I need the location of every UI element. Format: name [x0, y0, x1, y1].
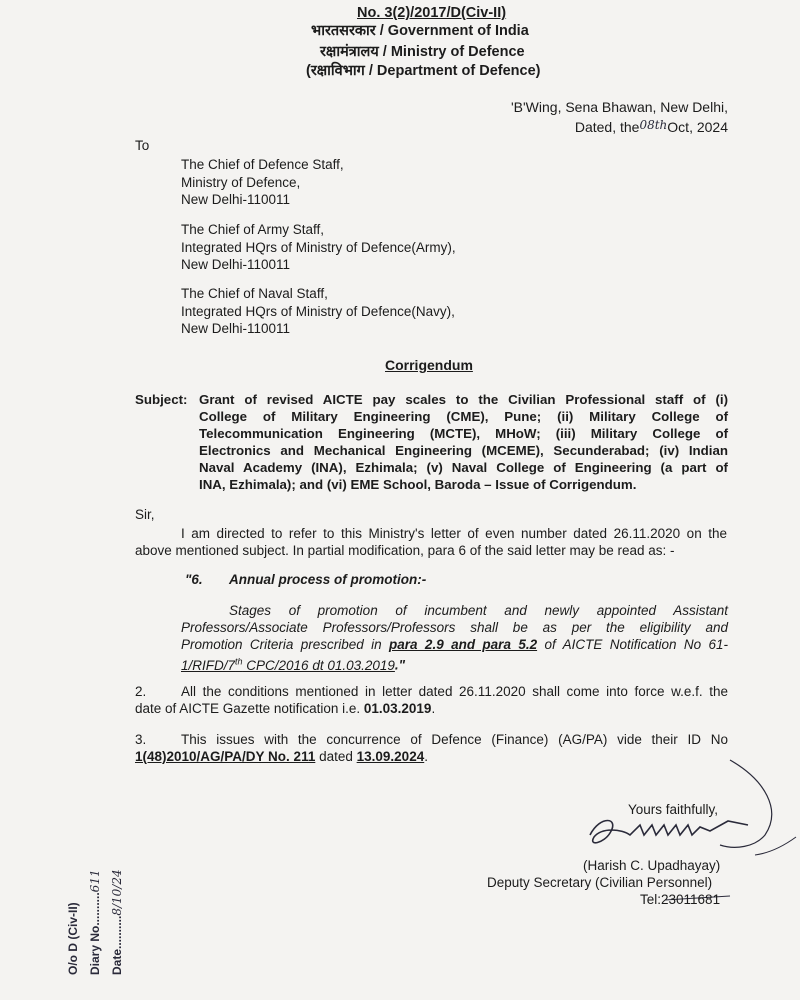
stamp-date-value: 8/10/24 — [110, 869, 124, 916]
file-number: No. 3(2)/2017/D(Civ-II) — [357, 5, 507, 21]
signatory-telephone: Tel:23011681 — [640, 892, 721, 907]
quote-line2: Professors/Associate Professors/Professors shall be as per the eligibility and — [181, 620, 728, 635]
signature — [560, 755, 800, 915]
para2-line2: date of AICTE Gazette notification i.e. 01.03.2019. — [135, 701, 436, 716]
signatory-designation: Deputy Secretary (Civilian Personnel) — [487, 875, 713, 890]
para2-line1: All the conditions mentioned in letter dated 26.11.2020 shall come into force w.e.f. the — [181, 684, 728, 699]
recipient-1: The Chief of Defence Staff, Ministry of Defence, New Delhi-110011 — [181, 157, 344, 207]
para1-line1: I am directed to refer to this Ministry's letter of even number dated 26.11.2020 on the — [181, 526, 727, 541]
document-title: Corrigendum — [385, 357, 473, 373]
sender-address: 'B'Wing, Sena Bhawan, New Delhi, — [510, 99, 728, 115]
letter-date: Dated, the08thOct, 2024 — [574, 118, 728, 135]
para3-line1: This issues with the concurrence of Defence (Finance) (AG/PA) vide their ID No — [181, 732, 728, 747]
quote-number: "6. — [185, 572, 203, 587]
recipient-3: The Chief of Naval Staff, Integrated HQrs of Ministry of Defence(Navy), New Delhi-110011 — [181, 286, 455, 336]
quote-heading: Annual process of promotion:- — [229, 572, 427, 587]
stamp-diary-value: 611 — [88, 869, 102, 893]
salutation: Sir, — [135, 507, 155, 522]
subject-text: Grant of revised AICTE pay scales to the Civilian Professional staff of (i) College of Military Engineering (CME), Pune; (ii) Military College of Telecommunication Engineering (MCTE), MHoW; (iii) Military College of Electronics and Mechanical Engineering (MCEME), Secunderabad; (iv) Indian Naval Academy (INA), Ezhimala; (v) Naval College of Engineering (a part of INA, Ezhimala); and (vi) EME School, Baroda – Issue of Corrigendum. — [199, 392, 728, 492]
quote-line3: Promotion Criteria prescribed in para 2.9 and para 5.2 of AICTE Notification No 61- — [181, 637, 728, 652]
para1-line2: above mentioned subject. In partial modification, para 6 of the said letter may be read as: - — [135, 543, 675, 558]
header-department: (रक्षाविभाग / Department of Defence) — [306, 63, 541, 79]
para3-number: 3. — [135, 732, 147, 747]
header-ministry: रक्षामंत्रालय / Ministry of Defence — [320, 44, 525, 60]
subject-label: Subject: — [135, 392, 188, 407]
recipient-2: The Chief of Army Staff, Integrated HQrs of Ministry of Defence(Army), New Delhi-110011 — [181, 222, 456, 272]
closing: Yours faithfully, — [628, 802, 719, 817]
header-govt: भारतसरकार / Government of India — [311, 23, 529, 39]
signatory-name: (Harish C. Upadhayay) — [583, 858, 721, 873]
stamp-date: Date..........8/10/24 — [110, 869, 124, 975]
quote-line4: 1/RIFD/7th CPC/2016 dt 01.03.2019." — [181, 656, 406, 673]
stamp-office: O/o D (Civ-II) — [66, 902, 80, 975]
para2-number: 2. — [135, 684, 147, 699]
handwritten-date: 08th — [639, 118, 668, 132]
to-label: To — [135, 138, 150, 153]
stamp-diary-no: Diary No..........611 — [88, 869, 102, 975]
quote-line1: Stages of promotion of incumbent and newly appointed Assistant — [229, 603, 728, 618]
para3-line2: 1(48)2010/AG/PA/DY No. 211 dated 13.09.2024. — [135, 749, 428, 764]
